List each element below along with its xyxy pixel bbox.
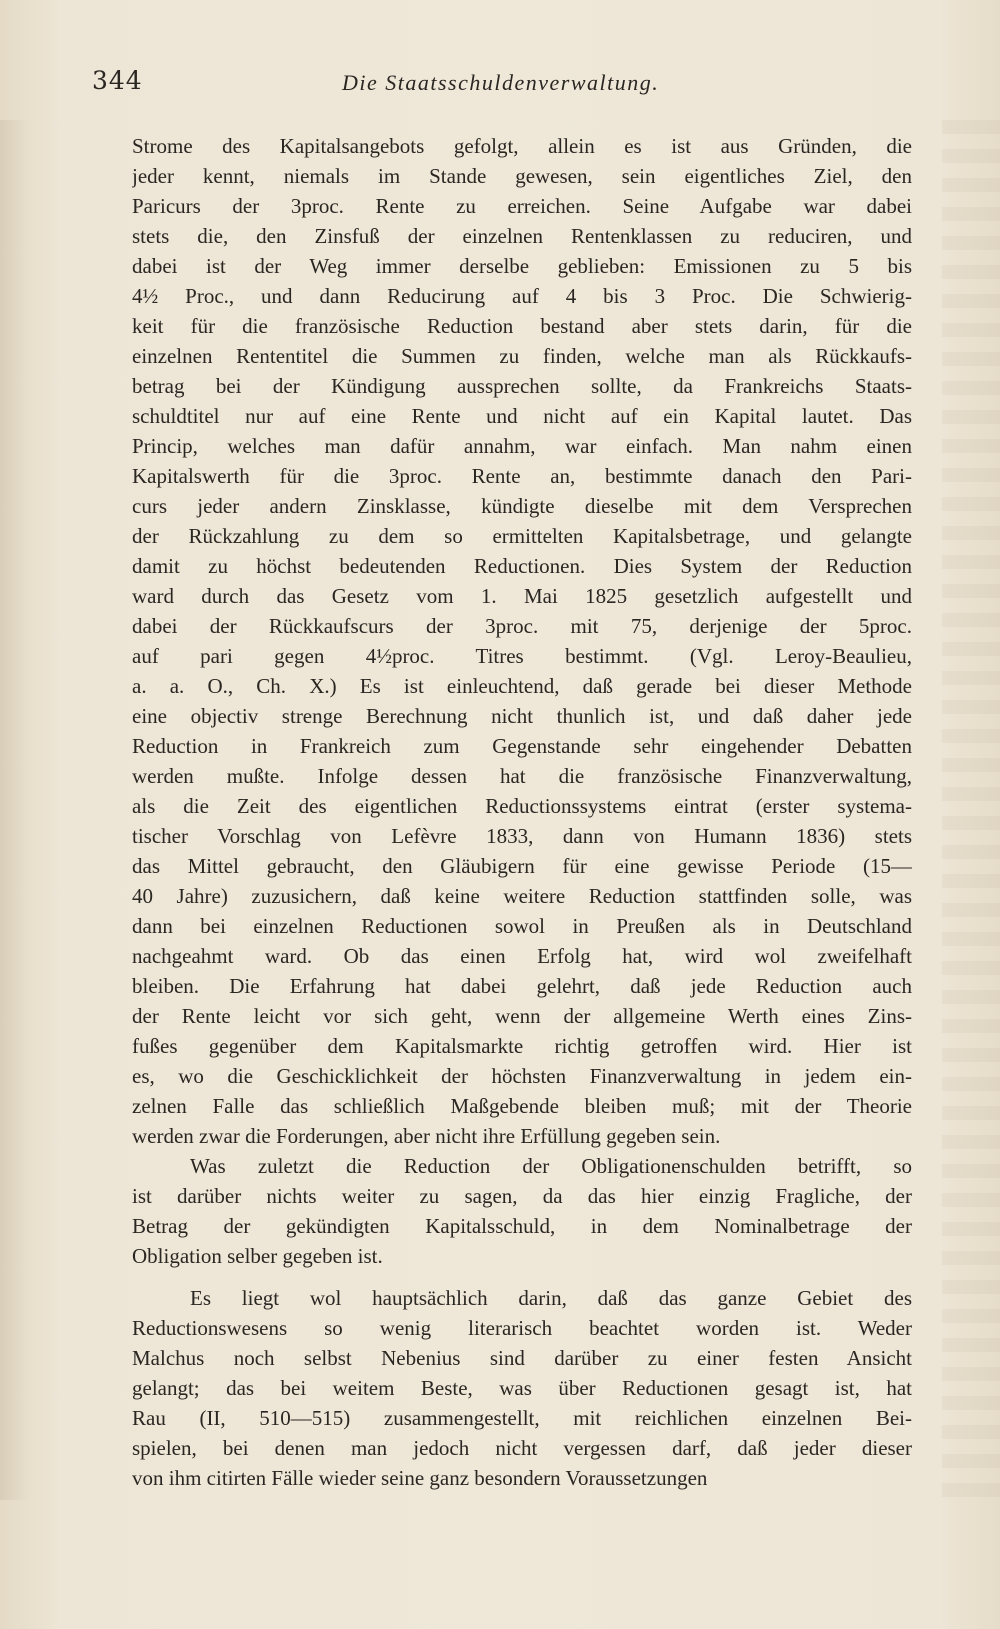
paragraph bbox=[132, 131, 912, 1151]
text-line: zelnen Falle das schließlich Maßgebende bleiben muß; mit der Theorie bbox=[132, 1094, 912, 1118]
text-line: schuldtitel nur auf eine Rente und nicht auf ein Kapital lautet. Das bbox=[132, 404, 912, 428]
text-line: dabei ist der Weg immer derselbe geblieben: Emissionen zu 5 bis bbox=[132, 254, 912, 278]
text-line: 40 Jahre) zuzusichern, daß keine weitere Reduction stattfinden solle, was bbox=[132, 884, 912, 908]
paragraph bbox=[132, 1283, 912, 1493]
text-line: Strome des Kapitalsangebots gefolgt, allein es ist aus Gründen, die bbox=[132, 134, 912, 158]
text-line: damit zu höchst bedeutenden Reductionen. Dies System der Reduction bbox=[132, 554, 912, 578]
text-line: eine objectiv strenge Berechnung nicht thunlich ist, und daß daher jede bbox=[132, 704, 912, 728]
text-line: es, wo die Geschicklichkeit der höchsten Finanzverwaltung in jedem ein- bbox=[132, 1064, 912, 1088]
bleed-through-text bbox=[942, 120, 1000, 1500]
text-line: Paricurs der 3proc. Rente zu erreichen. Seine Aufgabe war dabei bbox=[132, 194, 912, 218]
text-line: keit für die französische Reduction bestand aber stets darin, für die bbox=[132, 314, 912, 338]
running-title: Die Staatsschuldenverwaltung. bbox=[342, 70, 660, 95]
page-number: 344 bbox=[92, 66, 143, 95]
text-line: nachgeahmt ward. Ob das einen Erfolg hat, wird wol zweifelhaft bbox=[132, 944, 912, 968]
body-text bbox=[132, 131, 912, 1493]
text-line: als die Zeit des eigentlichen Reductionssystems eintrat (erster systema- bbox=[132, 794, 912, 818]
text-line: 4½ Proc., und dann Reducirung auf 4 bis 3 Proc. Die Schwierig- bbox=[132, 284, 912, 308]
text-line: curs jeder andern Zinsklasse, kündigte dieselbe mit dem Versprechen bbox=[132, 494, 912, 518]
text-line: betrag bei der Kündigung aussprechen sollte, da Frankreichs Staats- bbox=[132, 374, 912, 398]
text-line: Princip, welches man dafür annahm, war einfach. Man nahm einen bbox=[132, 434, 912, 458]
text-line: jeder kennt, niemals im Stande gewesen, sein eigentliches Ziel, den bbox=[132, 164, 912, 188]
text-line: fußes gegenüber dem Kapitalsmarkte richtig getroffen wird. Hier ist bbox=[132, 1034, 912, 1058]
text-line: bleiben. Die Erfahrung hat dabei gelehrt, daß jede Reduction auch bbox=[132, 974, 912, 998]
text-line: werden zwar die Forderungen, aber nicht ihre Erfüllung gegeben sein. bbox=[132, 1124, 721, 1148]
text-line: stets die, den Zinsfuß der einzelnen Rentenklassen zu reduciren, und bbox=[132, 224, 912, 248]
text-line: dabei der Rückkaufscurs der 3proc. mit 75, derjenige der 5proc. bbox=[132, 614, 912, 638]
text-line: Rau (II, 510—515) zusammengestellt, mit reichlichen einzelnen Bei- bbox=[132, 1406, 912, 1430]
paragraph bbox=[132, 1151, 912, 1271]
text-line: Obligation selber gegeben ist. bbox=[132, 1244, 383, 1268]
text-line: tischer Vorschlag von Lefèvre 1833, dann von Humann 1836) stets bbox=[132, 824, 912, 848]
text-line: einzelnen Rententitel die Summen zu finden, welche man als Rückkaufs- bbox=[132, 344, 912, 368]
text-line: der Rente leicht vor sich geht, wenn der allgemeine Werth eines Zins- bbox=[132, 1004, 912, 1028]
text-line: Es liegt wol hauptsächlich darin, daß das ganze Gebiet des bbox=[190, 1286, 912, 1310]
paragraph-gap bbox=[132, 1271, 912, 1283]
text-line: a. a. O., Ch. X.) Es ist einleuchtend, daß gerade bei dieser Methode bbox=[132, 674, 912, 698]
page-gutter-shadow bbox=[0, 120, 30, 1500]
text-line: Reductionswesens so wenig literarisch beachtet worden ist. Weder bbox=[132, 1316, 912, 1340]
text-line: Reduction in Frankreich zum Gegenstande sehr eingehender Debatten bbox=[132, 734, 912, 758]
text-line: Was zuletzt die Reduction der Obligationenschulden betrifft, so bbox=[190, 1154, 912, 1178]
text-line: ward durch das Gesetz vom 1. Mai 1825 gesetzlich aufgestellt und bbox=[132, 584, 912, 608]
text-line: ist darüber nichts weiter zu sagen, da das hier einzig Fragliche, der bbox=[132, 1184, 912, 1208]
text-line: spielen, bei denen man jedoch nicht vergessen darf, daß jeder dieser bbox=[132, 1436, 912, 1460]
text-line: Kapitalswerth für die 3proc. Rente an, bestimmte danach den Pari- bbox=[132, 464, 912, 488]
text-line: von ihm citirten Fälle wieder seine ganz besondern Voraussetzungen bbox=[132, 1466, 708, 1490]
text-line: Malchus noch selbst Nebenius sind darüber zu einer festen Ansicht bbox=[132, 1346, 912, 1370]
text-line: Betrag der gekündigten Kapitalsschuld, in dem Nominalbetrage der bbox=[132, 1214, 912, 1238]
text-line: dann bei einzelnen Reductionen sowol in Preußen als in Deutschland bbox=[132, 914, 912, 938]
text-line: der Rückzahlung zu dem so ermittelten Kapitalsbetrage, und gelangte bbox=[132, 524, 912, 548]
text-line: auf pari gegen 4½proc. Titres bestimmt. (Vgl. Leroy-Beaulieu, bbox=[132, 644, 912, 668]
text-line: werden mußte. Infolge dessen hat die französische Finanzverwaltung, bbox=[132, 764, 912, 788]
text-line: gelangt; das bei weitem Beste, was über Reductionen gesagt ist, hat bbox=[132, 1376, 912, 1400]
text-line: das Mittel gebraucht, den Gläubigern für eine gewisse Periode (15— bbox=[132, 854, 912, 878]
page-header bbox=[92, 62, 912, 108]
